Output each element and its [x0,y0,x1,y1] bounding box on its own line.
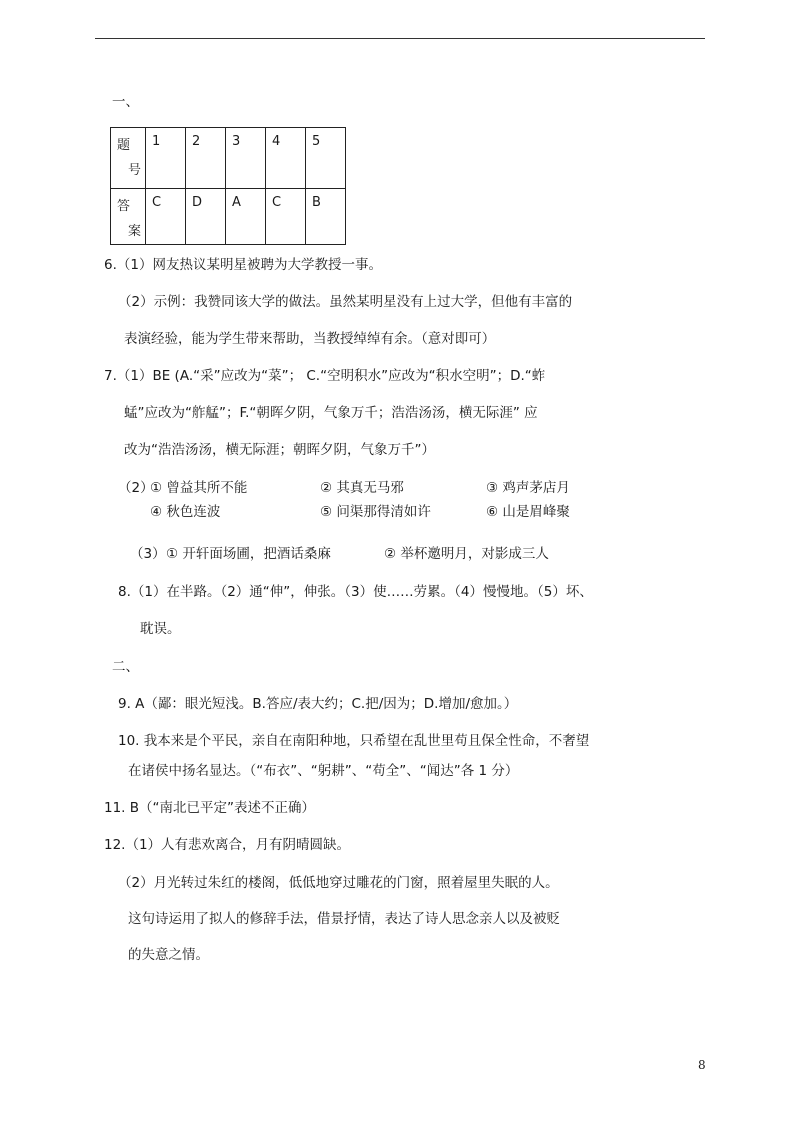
header-label-top: 题 [117,138,131,153]
q9: 9. A（鄙：眼光短浅。B.答应/表大约；C.把/因为；D.增加/愈加。） [118,696,518,712]
answer-label-cell [111,189,146,245]
q10-line1: 10. 我本来是个平民，亲自在南阳种地，只希望在乱世里苟且保全性命，不奢望 [118,733,590,749]
q7-part2-item: ④ 秋色连波 [150,504,221,520]
q7-part2-label: （2） [118,480,154,496]
q10-line2: 在诸侯中扬名显达。（“布衣”、“躬耕”、“苟全”、“闻达”各 1 分） [128,763,519,779]
answer-value: D [186,189,226,245]
answer-table [110,127,346,245]
q8-line2: 耽误。 [140,621,181,637]
question-number: 5 [306,128,346,189]
q12-part1: 12.（1）人有悲欢离合，月有阴晴圆缺。 [104,837,351,853]
q7-part2-item: ③ 鸡声茅店月 [486,480,570,496]
answer-label-bottom: 案 [127,224,141,239]
answer-value: C [146,189,186,245]
question-number: 2 [186,128,226,189]
q11: 11. B（“南北已平定”表述不正确） [104,800,316,816]
q7-part2-item: ① 曾益其所不能 [150,480,248,496]
question-number: 1 [146,128,186,189]
header-rule [95,38,705,39]
q7-part3-item: ② 举杯邀明月，对影成三人 [384,546,549,562]
answer-value: B [306,189,346,245]
header-label-bottom: 号 [127,163,141,178]
page-number: 8 [698,1058,706,1072]
q7-part2-item: ② 其真无马邪 [320,480,404,496]
answer-value: A [226,189,266,245]
q7-part2-item: ⑤ 问渠那得清如许 [320,504,431,520]
q7-part1-cont: 蜢”应改为“舴艋”；F.“朝晖夕阴，气象万千；浩浩汤汤，横无际涯” 应 [124,405,538,421]
q8-line1: 8.（1）在半路。（2）通“伸”，伸张。（3）使……劳累。（4）慢慢地。（5）坏、 [118,584,593,600]
q12-part2-cont2: 的失意之情。 [128,947,209,963]
header-label-cell [111,128,146,189]
answer-value: C [266,189,306,245]
q7-part2-item: ⑥ 山是眉峰聚 [486,504,570,520]
question-number: 4 [266,128,306,189]
q12-part2: （2）月光转过朱红的楼阁，低低地穿过雕花的门窗，照着屋里失眠的人。 [118,875,559,891]
q6-part2-cont: 表演经验，能为学生带来帮助，当教授绰绰有余。（意对即可） [124,331,496,347]
q7-part3-label: （3） [130,546,166,562]
question-number: 3 [226,128,266,189]
q7-part1: 7.（1）BE (A.“采”应改为“菜”； C.“空明积水”应改为“积水空明”；D.“蚱 [104,368,546,384]
section-heading-2: 二、 [112,659,139,675]
q6-part2: （2）示例：我赞同该大学的做法。虽然某明星没有上过大学，但他有丰富的 [118,294,573,310]
q7-part3-item: ① 开轩面场圃，把酒话桑麻 [166,546,331,562]
q12-part2-cont: 这句诗运用了拟人的修辞手法，借景抒情，表达了诗人思念亲人以及被贬 [128,911,560,927]
q7-part1-cont2: 改为“浩浩汤汤，横无际涯；朝晖夕阴，气象万千”） [124,442,435,458]
answer-label-top: 答 [117,199,131,214]
q6-part1: 6.（1）网友热议某明星被聘为大学教授一事。 [104,257,382,273]
section-heading-1: 一、 [112,94,139,110]
